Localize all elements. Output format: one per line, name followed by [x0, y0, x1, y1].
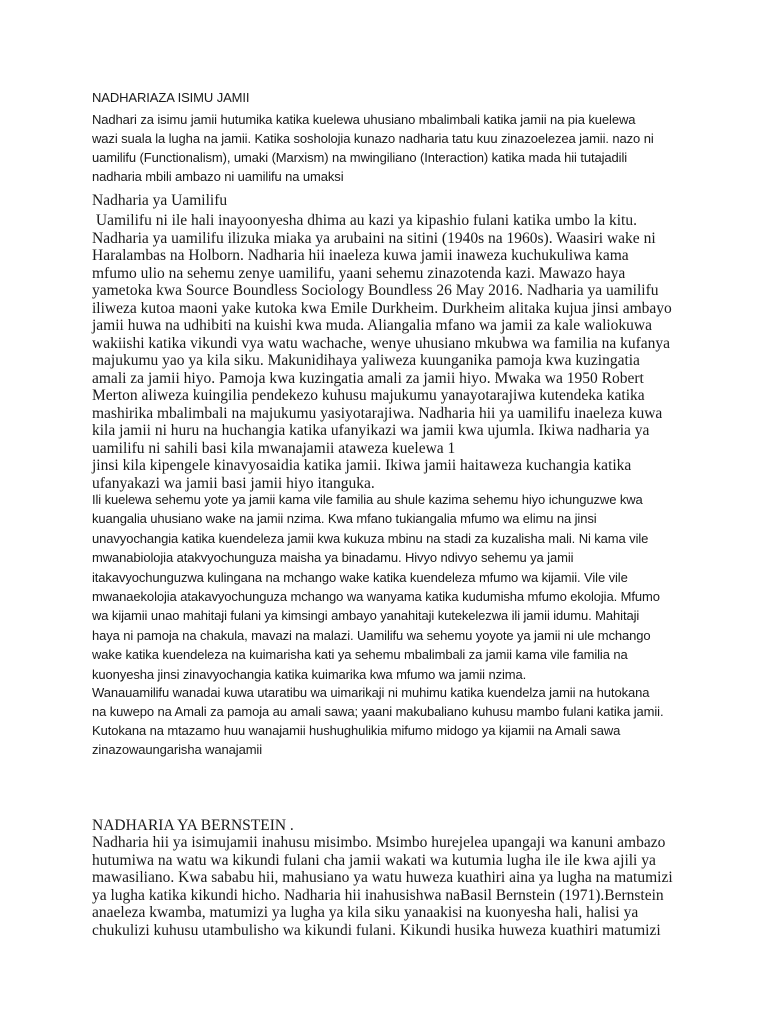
- paragraph-line: kuonyesha jinsi zinavyochangia katika kuimarika kwa mfumo wa jamii nzima.: [92, 666, 527, 682]
- paragraph-line: mwanabiolojia atakvyochunguza maisha ya binadamu. Hivyo ndivyo sehemu ya jamii: [92, 550, 574, 566]
- paragraph-line: Ili kuelewa sehemu yote ya jamii kama vile familia au shule kazima sehemu hiyo ichunguzwe kwa: [92, 492, 643, 507]
- uamilifu-line: Nadharia ya uamilifu ilizuka miaka ya arubaini na sitini (1940s na 1960s). Waasiri wake ni: [92, 229, 656, 247]
- uamilifu-line: Uamilifu ni ile hali inayoonyesha dhima au kazi ya kipashio fulani katika umbo la kitu.: [92, 212, 637, 229]
- intro-line: wazi suala la lugha na jamii. Katika sosholojia kunazo nadharia tatu kuu zinazoelezea jamii. nazo ni: [92, 131, 654, 146]
- paragraph-line: mwanaekolojia atakavyochunguza mchango wa wanyama katika kudumisha mfumo ekolojia. Mfumo: [92, 589, 660, 605]
- paragraph-line: na kuwepo na Amali za pamoja au amali sawa; yaani makubaliano kuhusu mambo fulani katika jamii.: [92, 704, 664, 719]
- intro-paragraph: [92, 110, 692, 186]
- uamilifu-line: Haralambas na Holborn. Nadharia hii inaeleza kuwa jamii inaweza kuchukuliwa kama: [92, 247, 629, 264]
- uamilifu-paragraph-2: [92, 490, 692, 684]
- paragraph-line: wake katika kuendeleza na kuimarisha kati ya sehemu mbalimbali za jamii kama vile familia na: [92, 647, 628, 663]
- paragraph-line: haya ni pamoja na chakula, mavazi na malazi. Uamilifu wa sehemu yoyote ya jamii ni ule mchango: [92, 627, 651, 643]
- paragraph-line: zinazowaungarisha wanajamii: [92, 742, 263, 757]
- paragraph-line: kuangalia uhusiano wake na jamii nzima. Kwa mfano tukiangalia mfumo wa elimu na jinsi: [92, 511, 597, 527]
- uamilifu-heading-text: Nadharia ya Uamilifu: [92, 192, 228, 209]
- uamilifu-line: Merton aliweza kuingilia pendekezo kuhusu majukumu yanayotarajiwa kutendeka katika: [92, 387, 645, 404]
- bernstein-line: mawasiliano. Kwa sababu hii, mahusiano ya watu huweza kuathiri aina ya lugha na matumizi: [92, 869, 673, 886]
- uamilifu-line: jinsi kila kipengele kinavyosaidia katika jamii. Ikiwa jamii haitaweza kuchangia katika: [92, 457, 632, 474]
- document-title: [92, 88, 692, 107]
- uamilifu-line: mashirika mbalimbali na majukumu yasiyotarajiwa. Nadharia hii ya uamilifu inaeleza kuwa: [92, 404, 663, 422]
- bernstein-paragraph: [92, 834, 692, 939]
- uamilifu-heading: [92, 192, 692, 210]
- bernstein-line: chukulizi kuhusu utambulisho wa kikundi fulani. Kikundi husika huweza kuathiri matumizi: [92, 921, 661, 939]
- uamilifu-line: iliweza kutoa maoni yake kutoka kwa Emile Durkheim. Durkheim alitaka kujua jinsi ambayo: [92, 299, 672, 317]
- uamilifu-paragraph-3: [92, 683, 692, 759]
- uamilifu-line: kila jamii ni huru na huchangia katika ufanyikazi wa jamii kwa ujumla. Ikiwa nadharia ya: [92, 422, 650, 439]
- paragraph-line: wa kijamii unao mahitaji fulani ya kimsingi ambayo yanahitaji kutekelezwa ili jamii idumu. Mahitaji: [92, 608, 640, 624]
- uamilifu-line: yametoka kwa Source Boundless Sociology Boundless 26 May 2016. Nadharia ya uamilifu: [92, 282, 659, 299]
- paragraph-line: Kutokana na mtazamo huu wanajamii hushughulikia mifumo midogo ya kijamii na Amali sawa: [92, 723, 621, 738]
- intro-line: nadharia mbili ambazo ni uamilifu na umaksi: [92, 169, 344, 184]
- uamilifu-paragraph: [92, 212, 692, 492]
- uamilifu-line: ufanyakazi wa jamii basi jamii hiyo itanguka.: [92, 474, 375, 492]
- uamilifu-line: mfumo ulio na sehemu zenye uamilifu, yaani sehemu zinazotenda kazi. Mawazo haya: [92, 264, 626, 282]
- paragraph-line: itakavyochunguzwa kulingana na mchango wake katika kuendeleza mfumo wa kijamii. Vile vile: [92, 569, 628, 585]
- title-text: NADHARIAZA ISIMU JAMII: [92, 90, 250, 105]
- uamilifu-line: jamii huwa na udhibiti na kuishi kwa muda. Aliangalia mfano wa jamii za kale waliokuwa: [92, 317, 653, 334]
- uamilifu-line: uamilifu ni sahili basi kila mwanajamii ataweza kuelewa 1: [92, 439, 456, 457]
- paragraph-line: unavyochangia katika kuendeleza jamii kwa kukuza mbinu na stadi za kuzalisha mali. Ni kama vile: [92, 530, 649, 546]
- bernstein-heading: [92, 817, 692, 835]
- bernstein-line: Nadharia hii ya isimujamii inahusu misimbo. Msimbo hurejelea upangaji wa kanuni ambazo: [92, 834, 666, 851]
- uamilifu-line: majukumu yao ya kila siku. Makunidihaya yaliweza kuunganika pamoja kwa kuzingatia: [92, 352, 640, 369]
- bernstein-line: anaeleza kwamba, matumizi ya lugha ya kila siku yanaakisi na kuonyesha hali, halisi ya: [92, 904, 639, 921]
- intro-line: Nadhari za isimu jamii hutumika katika kuelewa uhusiano mbalimbali katika jamii na pia kuelewa: [92, 112, 636, 127]
- bernstein-line: ya lugha katika kikundi hicho. Nadharia hii inahusishwa naBasil Bernstein (1971).Bernstein: [92, 886, 664, 904]
- paragraph-line: Wanauamilifu wanadai kuwa utaratibu wa uimarikaji ni muhimu katika kuendelza jamii na hutokana: [92, 685, 650, 700]
- uamilifu-line: wakiishi katika vikundi vya watu wachache, wenye uhusiano mkubwa wa familia na kufanya: [92, 334, 671, 352]
- bernstein-heading-text: NADHARIA YA BERNSTEIN .: [92, 817, 294, 834]
- uamilifu-line: amali za jamii hiyo. Pamoja kwa kuzingatia amali za jamii hiyo. Mwaka wa 1950 Robert: [92, 369, 644, 387]
- bernstein-line: hutumiwa na watu wa kikundi fulani cha jamii wakati wa kutumia lugha ile ile kwa ajili ya: [92, 851, 656, 869]
- intro-line: uamilifu (Functionalism), umaki (Marxism) na mwingiliano (Interaction) katika mada hii tutajadili: [92, 150, 628, 165]
